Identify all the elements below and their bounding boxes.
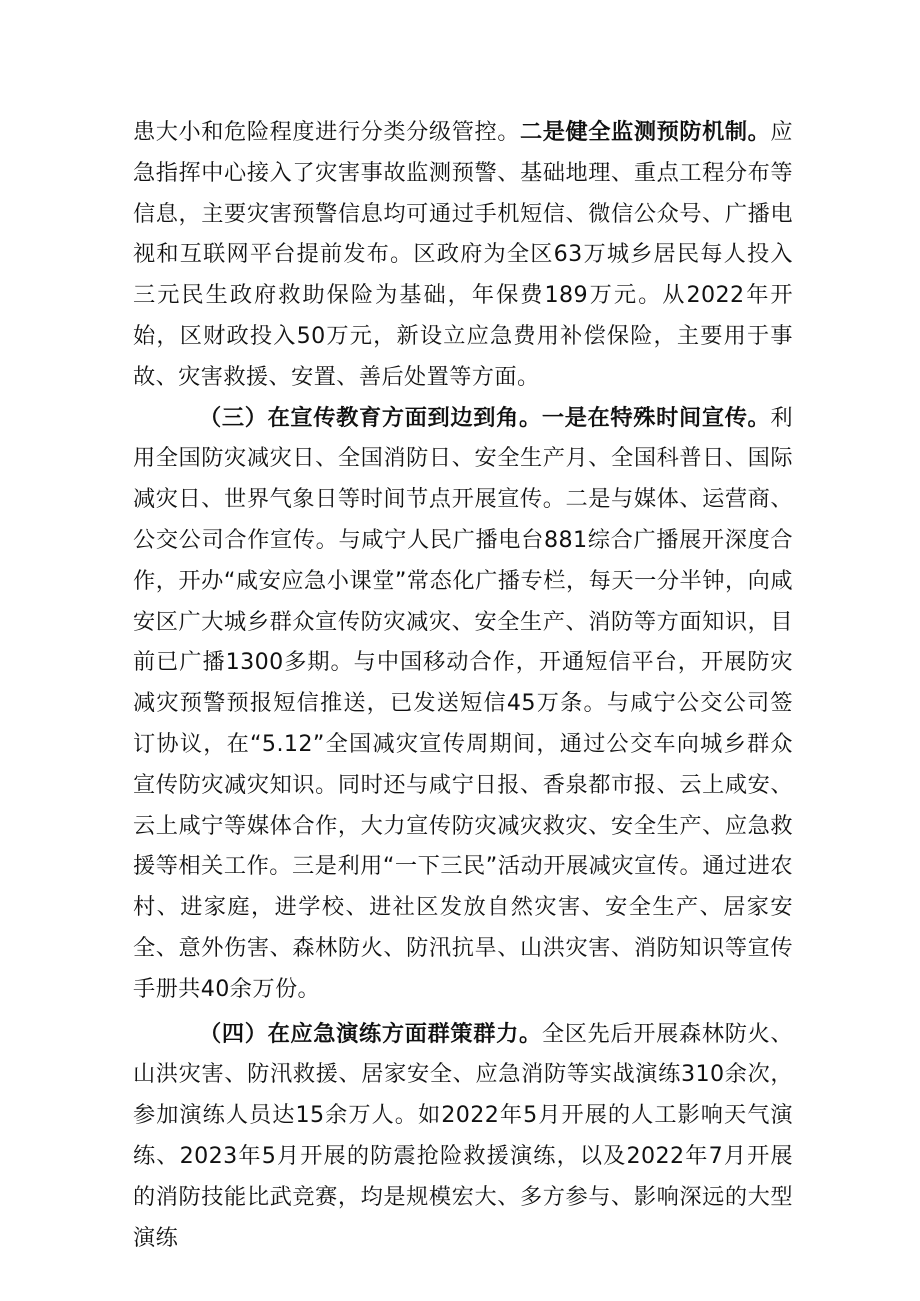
paragraph-monitoring [133, 112, 793, 398]
paragraph-drills [133, 1014, 793, 1259]
document-body [133, 112, 793, 1258]
section-heading-three: （三）在宣传教育方面到边到角。一是在特殊时间宣传。 [199, 404, 771, 431]
paragraph-lead-text: 患大小和危险程度进行分类分级管控。 [133, 119, 520, 145]
paragraph-publicity [133, 398, 793, 1010]
paragraph-text: 利用全国防灾减灾日、全国消防日、安全生产月、全国科普日、国际减灾日、世界气象日等时间节点开展宣传。二是与媒体、运营商、公交公司合作宣传。与咸宁人民广播电台881综合广播展开深度合作，开办“咸安应急小课堂”常态化广播专栏，每天一分半钟，向咸安区广大城乡群众宣传防灾减灾、安全生产、消防等方面知识，目前已广播1300多期。与中国移动合作，开通短信平台，开展防灾减灾预警预报短信推送，已发送短信45万条。与咸宁公交公司签订协议，在“5.12”全国减灾宣传周期间，通过公交车向城乡群众宣传防灾减灾知识。同时还与咸宁日报、香泉都市报、云上咸安、云上咸宁等媒体合作，大力宣传防灾减灾救灾、安全生产、应急救援等相关工作。三是利用“一下三民”活动开展减灾宣传。通过进农村、进家庭，进学校、进社区发放自然灾害、安全生产、居家安全、意外伤害、森林防火、防汛抗旱、山洪灾害、消防知识等宣传手册共40余万份。 [133, 404, 793, 1002]
paragraph-text: 应急指挥中心接入了灾害事故监测预警、基础地理、重点工程分布等信息，主要灾害预警信息均可通过手机短信、微信公众号、广播电视和互联网平台提前发布。区政府为全区63万城乡居民每人投入三元民生政府救助保险为基础，年保费189万元。从2022年开始，区财政投入50万元，新设立应急费用补偿保险，主要用于事故、灾害救援、安置、善后处置等方面。 [133, 119, 793, 390]
section-heading-four: （四）在应急演练方面群策群力。 [199, 1020, 542, 1047]
paragraph-heading: 二是健全监测预防机制。 [520, 119, 771, 145]
paragraph-text: 全区先后开展森林防火、山洪灾害、防汛救援、居家安全、应急消防等实战演练310余次，参加演练人员达15余万人。如2022年5月开展的人工影响天气演练、2023年5月开展的防震抢险救援演练，以及2022年7月开展的消防技能比武竞赛，均是规模宏大、多方参与、影响深远的大型演练 [133, 1020, 793, 1251]
